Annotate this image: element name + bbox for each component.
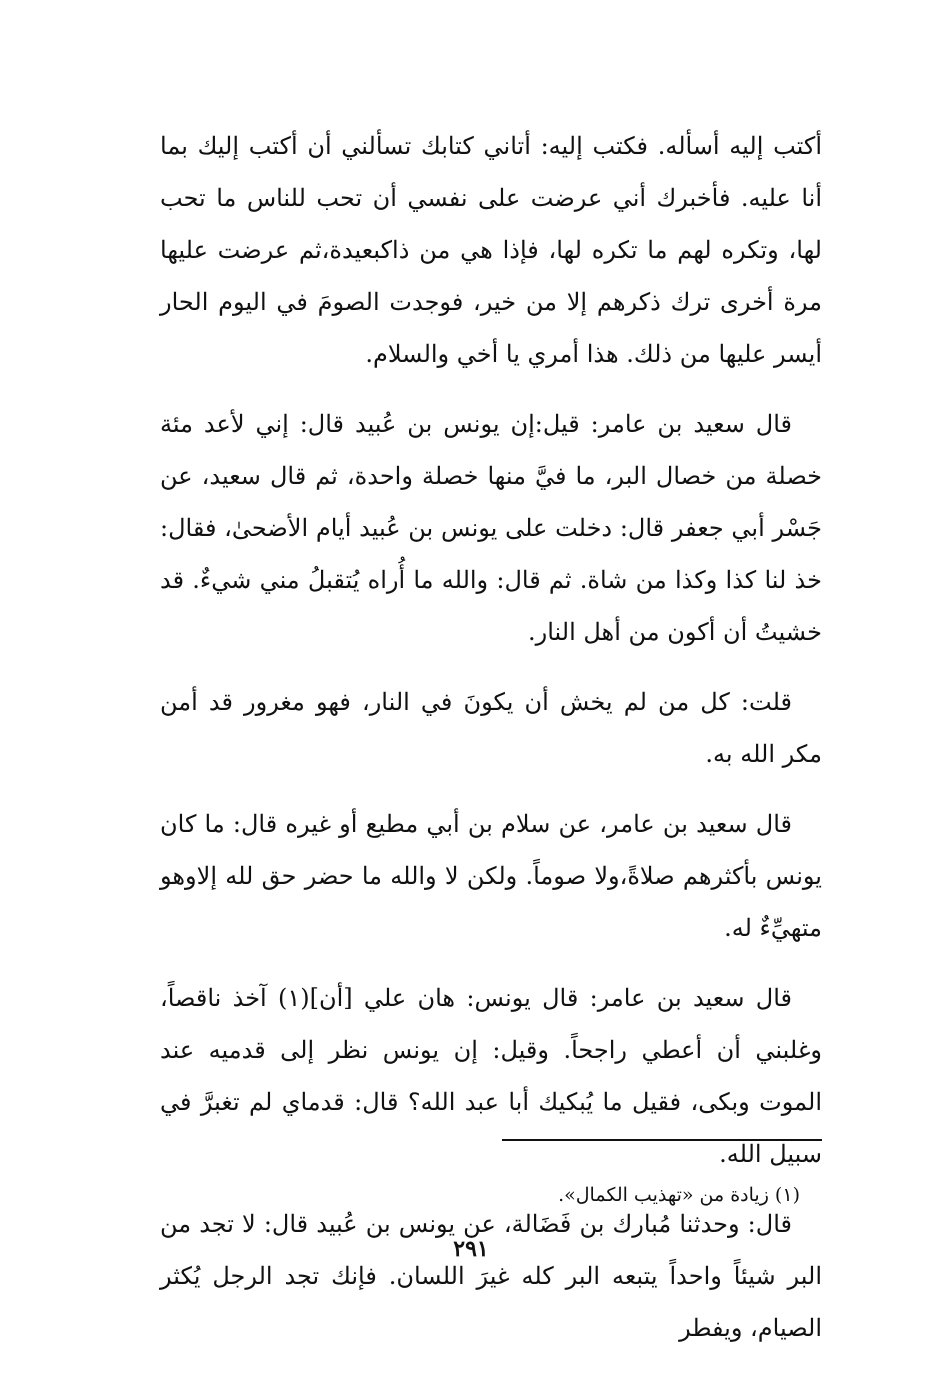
paragraph-2: قال سعيد بن عامر: قيل:إن يونس بن عُبيد قال: إني لأعد مئة خصلة من خصال البر، ما فيَّ منها خصلة واحدة، ثم قال سعيد، عن جَسْر أبي جعفر قال: دخلت على يونس بن عُبيد أيام الأضحىٰ، فقال: خذ لنا كذا وكذا من شاة. ثم قال: والله ما أُراه يُتقبلُ مني شيءٌ. قد خشيتُ أن أكون من أهل النار. [160, 410, 822, 646]
paragraph-6: قال: وحدثنا مُبارك بن فَضَالة، عن يونس بن عُبيد قال: لا تجد من البر شيئاً واحداً يتبعه البر كله غيرَ اللسان. فإنك تجد الرجل يُكثر الصيام، ويفطر [160, 1210, 822, 1342]
page-number: ٢٩١ [453, 1236, 489, 1262]
paragraph-3: قلت: كل من لم يخش أن يكونَ في النار، فهو مغرور قد أمن مكر الله به. [160, 688, 822, 768]
footnote-divider [502, 1139, 822, 1141]
paragraph-1: أكتب إليه أسأله. فكتب إليه: أتاني كتابك تسألني أن أكتب إليك بما أنا عليه. فأخبرك أني عرضت على نفسي أن تحب للناس ما تحب لها، وتكره لهم ما تكره لها، فإذا هي من ذاكبعيدة،ثم عرضت عليها مرة أخرى ترك ذكرهم إلا من خير، فوجدت الصومَ في اليوم الحار أيسر عليها من ذلك. هذا أمري يا أخي والسلام. [160, 132, 822, 368]
footnote: (١) زيادة من «تهذيب الكمال». [558, 1184, 800, 1206]
paragraph-4: قال سعيد بن عامر، عن سلام بن أبي مطيع أو غيره قال: ما كان يونس بأكثرهم صلاةً،ولا صوماً. ولكن لا والله ما حضر حق لله إلاوهو متهيِّءٌ له. [160, 810, 822, 942]
paragraph-5: قال سعيد بن عامر: قال يونس: هان علي [أن](١) آخذ ناقصاً، وغلبني أن أعطي راجحاً. وقيل: إن يونس نظر إلى قدميه عند الموت وبكى، فقيل ما يُبكيك أبا عبد الله؟ قال: قدماي لم تغبرَّ في سبيل الله. [160, 984, 822, 1168]
